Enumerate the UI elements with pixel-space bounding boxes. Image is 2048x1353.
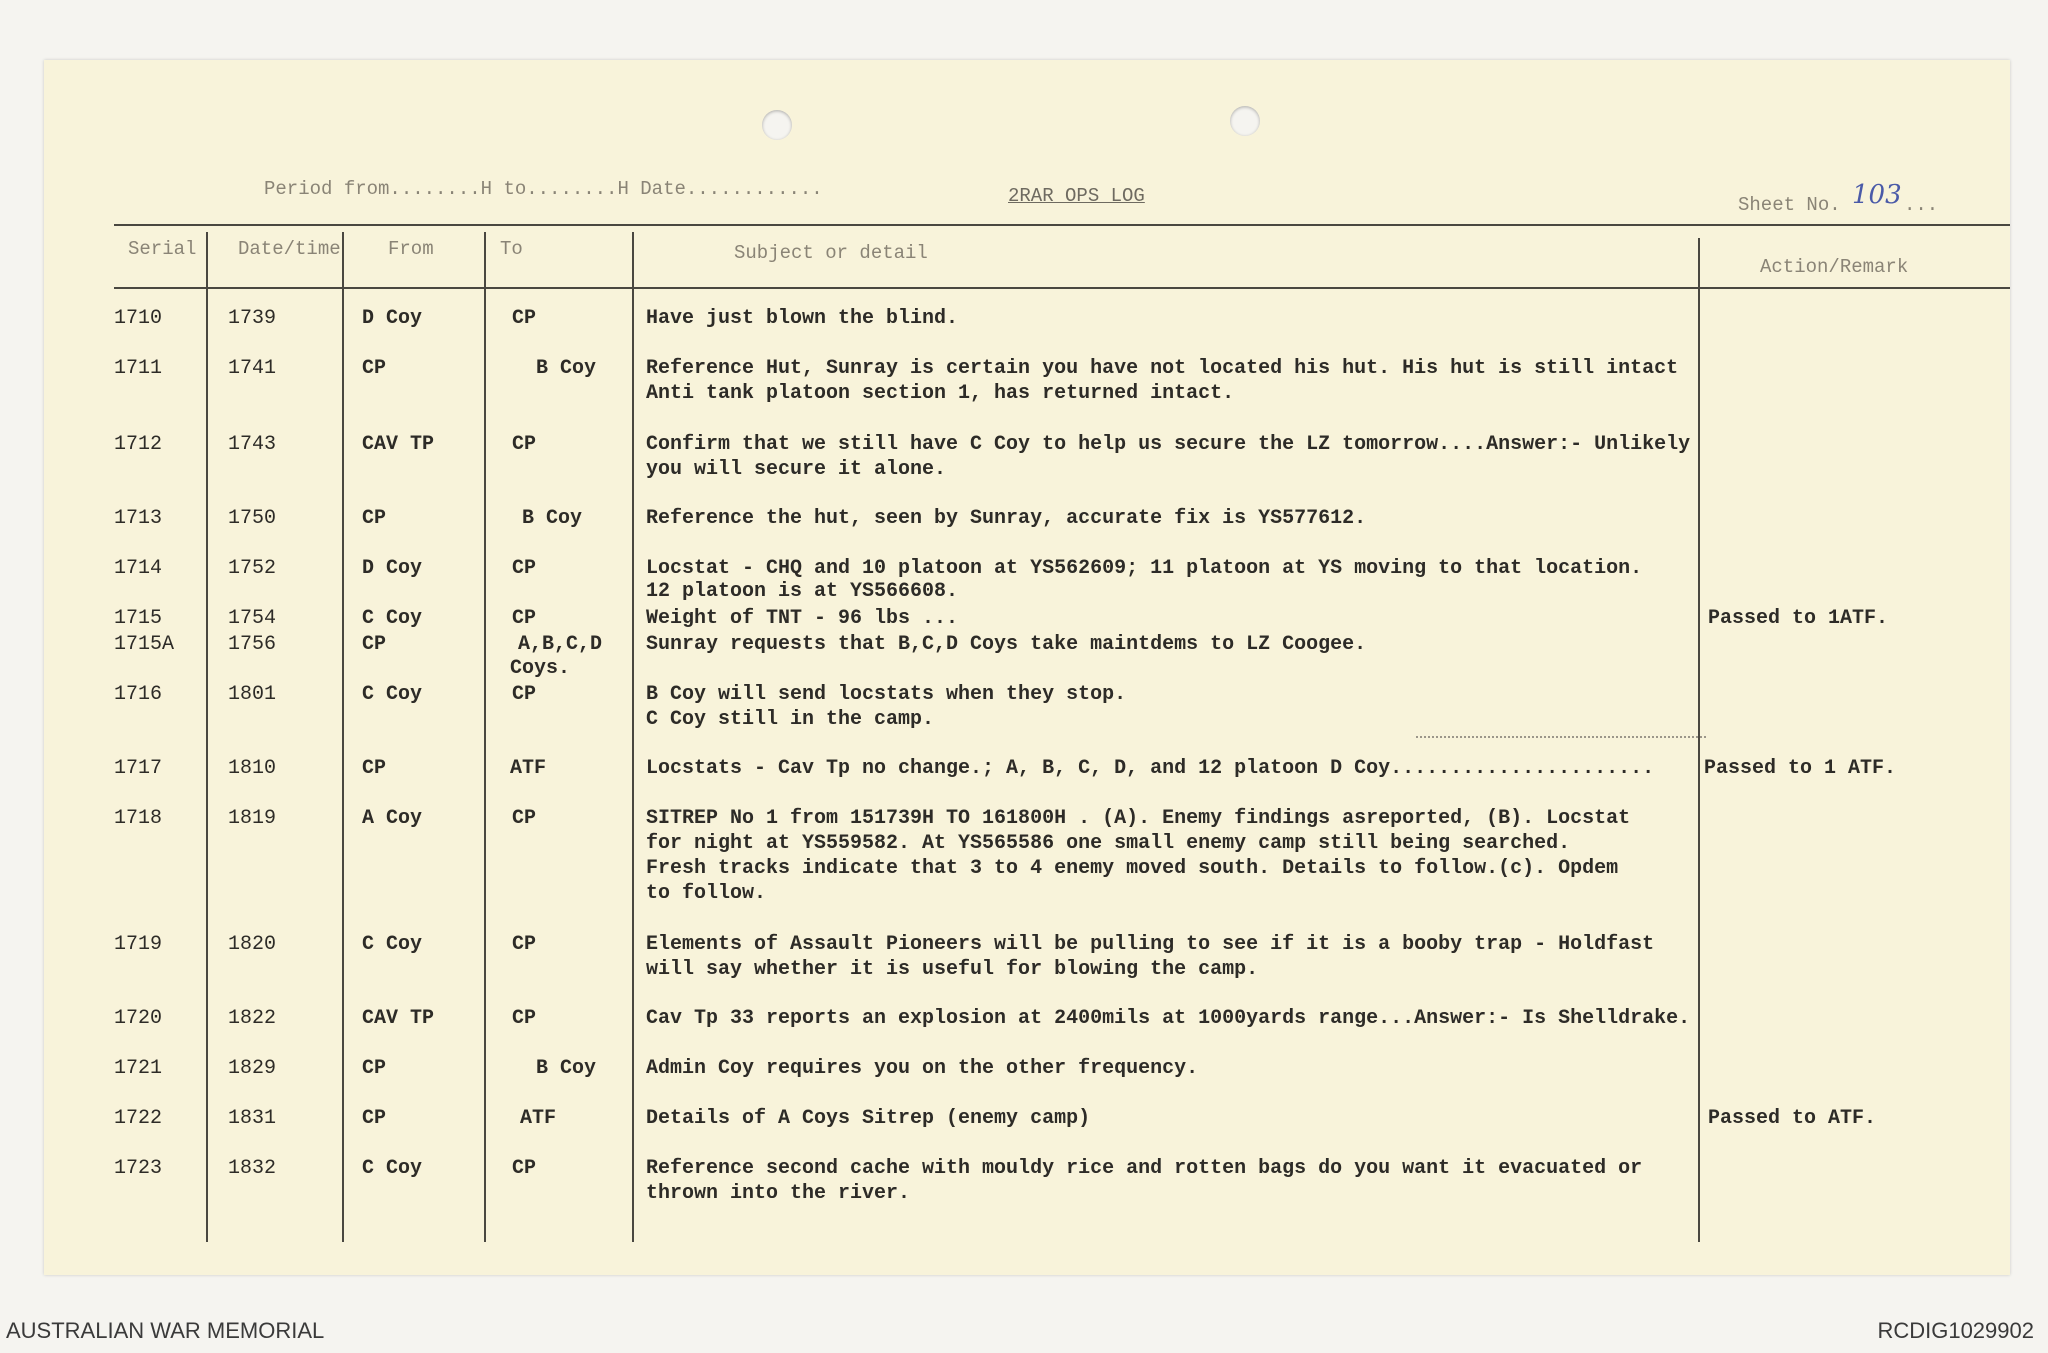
serial-cell: 1710	[114, 307, 163, 330]
to-cell: CP	[512, 607, 537, 630]
time-cell: 1754	[228, 607, 277, 630]
log-title: 2RAR OPS LOG	[1008, 185, 1145, 207]
from-cell: C Coy	[362, 933, 423, 956]
log-row-1718	[44, 806, 2010, 905]
col-head-to: To	[500, 238, 523, 260]
serial-cell: 1721	[114, 1057, 163, 1080]
time-cell: 1819	[228, 807, 277, 830]
time-cell: 1752	[228, 557, 277, 580]
log-row-1720	[44, 1006, 2010, 1030]
header-bottom-rule	[114, 287, 2010, 289]
col-rule-4	[632, 232, 634, 1242]
time-cell: 1829	[228, 1057, 277, 1080]
to-cell: CP	[512, 807, 537, 830]
detail-line: thrown into the river.	[646, 1182, 911, 1205]
serial-cell: 1718	[114, 807, 163, 830]
serial-cell: 1713	[114, 507, 163, 530]
serial-cell: 1714	[114, 557, 163, 580]
to-cell: CP	[512, 433, 537, 456]
from-cell: CP	[362, 507, 387, 530]
punch-hole-right	[1230, 106, 1260, 136]
time-cell: 1743	[228, 433, 277, 456]
from-cell: CP	[362, 357, 387, 380]
serial-cell: 1715A	[114, 633, 175, 656]
detail-line: Sunray requests that B,C,D Coys take maintdems to LZ Coogee.	[646, 633, 1367, 656]
from-cell: C Coy	[362, 683, 423, 706]
log-row-1710	[44, 306, 2010, 330]
time-cell: 1750	[228, 507, 277, 530]
serial-cell: 1723	[114, 1157, 163, 1180]
archive-credit: AUSTRALIAN WAR MEMORIAL	[6, 1318, 325, 1343]
time-cell: 1831	[228, 1107, 277, 1130]
detail-line: Locstats - Cav Tp no change.; A, B, C, D, and 12 platoon D Coy......................	[646, 757, 1655, 780]
action-cell: Passed to 1 ATF.	[1704, 757, 1897, 780]
dotted-separator	[1416, 736, 1706, 738]
action-cell: Passed to 1ATF.	[1708, 607, 1889, 630]
detail-line: Elements of Assault Pioneers will be pulling to see if it is a booby trap - Holdfast	[646, 933, 1655, 956]
from-cell: C Coy	[362, 607, 423, 630]
log-row-1711	[44, 356, 2010, 405]
to-cell: ATF	[510, 757, 547, 780]
sheet-number: 103	[1852, 180, 1902, 210]
serial-cell: 1717	[114, 757, 163, 780]
detail-line: C Coy still in the camp.	[646, 708, 935, 731]
col-head-subject: Subject or detail	[734, 242, 928, 264]
log-row-1713	[44, 506, 2010, 530]
detail-line: Anti tank platoon section 1, has returned intact.	[646, 382, 1235, 405]
detail-line: B Coy will send locstats when they stop.	[646, 683, 1127, 706]
to-cell: CP	[512, 557, 537, 580]
time-cell: 1822	[228, 1007, 277, 1030]
col-rule-2	[342, 232, 344, 1242]
to-cell: B Coy	[536, 357, 597, 380]
table-top-rule	[114, 224, 2010, 226]
log-row-1719	[44, 932, 2010, 981]
serial-cell: 1711	[114, 357, 163, 380]
detail-line: Reference Hut, Sunray is certain you have not located his hut. His hut is still intact	[646, 357, 1679, 380]
time-cell: 1801	[228, 683, 277, 706]
detail-line: Confirm that we still have C Coy to help us secure the LZ tomorrow....Answer:- Unlikely	[646, 433, 1691, 456]
to-cell: CP	[512, 1157, 537, 1180]
log-row-1717	[44, 756, 2010, 780]
col-head-action: Action/Remark	[1760, 256, 1909, 278]
col-head-datetime: Date/time	[238, 238, 341, 260]
detail-line: Have just blown the blind.	[646, 307, 959, 330]
time-cell: 1756	[228, 633, 277, 656]
from-cell: D Coy	[362, 557, 423, 580]
time-cell: 1810	[228, 757, 277, 780]
detail-line: Details of A Coys Sitrep (enemy camp)	[646, 1107, 1091, 1130]
detail-line: Cav Tp 33 reports an explosion at 2400mils at 1000yards range...Answer:- Is Shelldrake.	[646, 1007, 1691, 1030]
log-sheet	[44, 60, 2010, 1275]
from-cell: C Coy	[362, 1157, 423, 1180]
from-cell: CAV TP	[362, 433, 435, 456]
detail-line: you will secure it alone.	[646, 458, 947, 481]
log-row-1712	[44, 432, 2010, 481]
col-rule-5	[1698, 238, 1700, 1242]
from-cell: D Coy	[362, 307, 423, 330]
detail-line: for night at YS559582. At YS565586 one small enemy camp still being searched.	[646, 832, 1571, 855]
detail-line: Fresh tracks indicate that 3 to 4 enemy moved south. Details to follow.(c). Opdem	[646, 857, 1619, 880]
time-cell: 1820	[228, 933, 277, 956]
log-row-1716	[44, 682, 2010, 731]
log-row-1722	[44, 1106, 2010, 1130]
serial-cell: 1716	[114, 683, 163, 706]
to-cell-line-2: Coys.	[510, 657, 571, 680]
log-row-1723	[44, 1156, 2010, 1205]
from-cell: CP	[362, 1107, 387, 1130]
col-head-from: From	[388, 238, 434, 260]
serial-cell: 1719	[114, 933, 163, 956]
from-cell: A Coy	[362, 807, 423, 830]
serial-cell: 1712	[114, 433, 163, 456]
time-cell: 1832	[228, 1157, 277, 1180]
detail-line: Locstat - CHQ and 10 platoon at YS562609; 11 platoon at YS moving to that location.	[646, 557, 1643, 580]
from-cell: CP	[362, 1057, 387, 1080]
period-line: Period from........H to........H Date............	[264, 178, 823, 200]
log-row-1714	[44, 556, 2010, 603]
detail-line: to follow.	[646, 882, 767, 905]
archive-id: RCDIG1029902	[1877, 1318, 2034, 1343]
to-cell: ATF	[520, 1107, 557, 1130]
from-cell: CP	[362, 757, 387, 780]
sheet-label: Sheet No.	[1738, 194, 1841, 216]
log-row-1715	[44, 606, 2010, 630]
action-cell: Passed to ATF.	[1708, 1107, 1877, 1130]
serial-cell: 1715	[114, 607, 163, 630]
to-cell: A,B,C,D	[518, 633, 603, 656]
log-row-1715a	[44, 632, 2010, 680]
col-rule-3	[484, 232, 486, 1242]
detail-line: Admin Coy requires you on the other frequency.	[646, 1057, 1199, 1080]
detail-line: Reference the hut, seen by Sunray, accurate fix is YS577612.	[646, 507, 1367, 530]
time-cell: 1739	[228, 307, 277, 330]
to-cell: CP	[512, 933, 537, 956]
time-cell: 1741	[228, 357, 277, 380]
detail-line: will say whether it is useful for blowing the camp.	[646, 958, 1259, 981]
punch-hole-left	[762, 110, 792, 140]
from-cell: CP	[362, 633, 387, 656]
sheet-dots: ...	[1904, 194, 1939, 216]
detail-line: Reference second cache with mouldy rice and rotten bags do you want it evacuated or	[646, 1157, 1643, 1180]
to-cell: CP	[512, 683, 537, 706]
detail-line: 12 platoon is at YS566608.	[646, 580, 959, 603]
to-cell: CP	[512, 1007, 537, 1030]
col-rule-1	[206, 232, 208, 1242]
serial-cell: 1720	[114, 1007, 163, 1030]
detail-line: Weight of TNT - 96 lbs ...	[646, 607, 959, 630]
detail-line: SITREP No 1 from 151739H TO 161800H . (A). Enemy findings asreported, (B). Locstat	[646, 807, 1631, 830]
serial-cell: 1722	[114, 1107, 163, 1130]
log-row-1721	[44, 1056, 2010, 1080]
to-cell: B Coy	[536, 1057, 597, 1080]
col-head-serial: Serial	[128, 238, 197, 260]
to-cell: B Coy	[522, 507, 583, 530]
to-cell: CP	[512, 307, 537, 330]
from-cell: CAV TP	[362, 1007, 435, 1030]
